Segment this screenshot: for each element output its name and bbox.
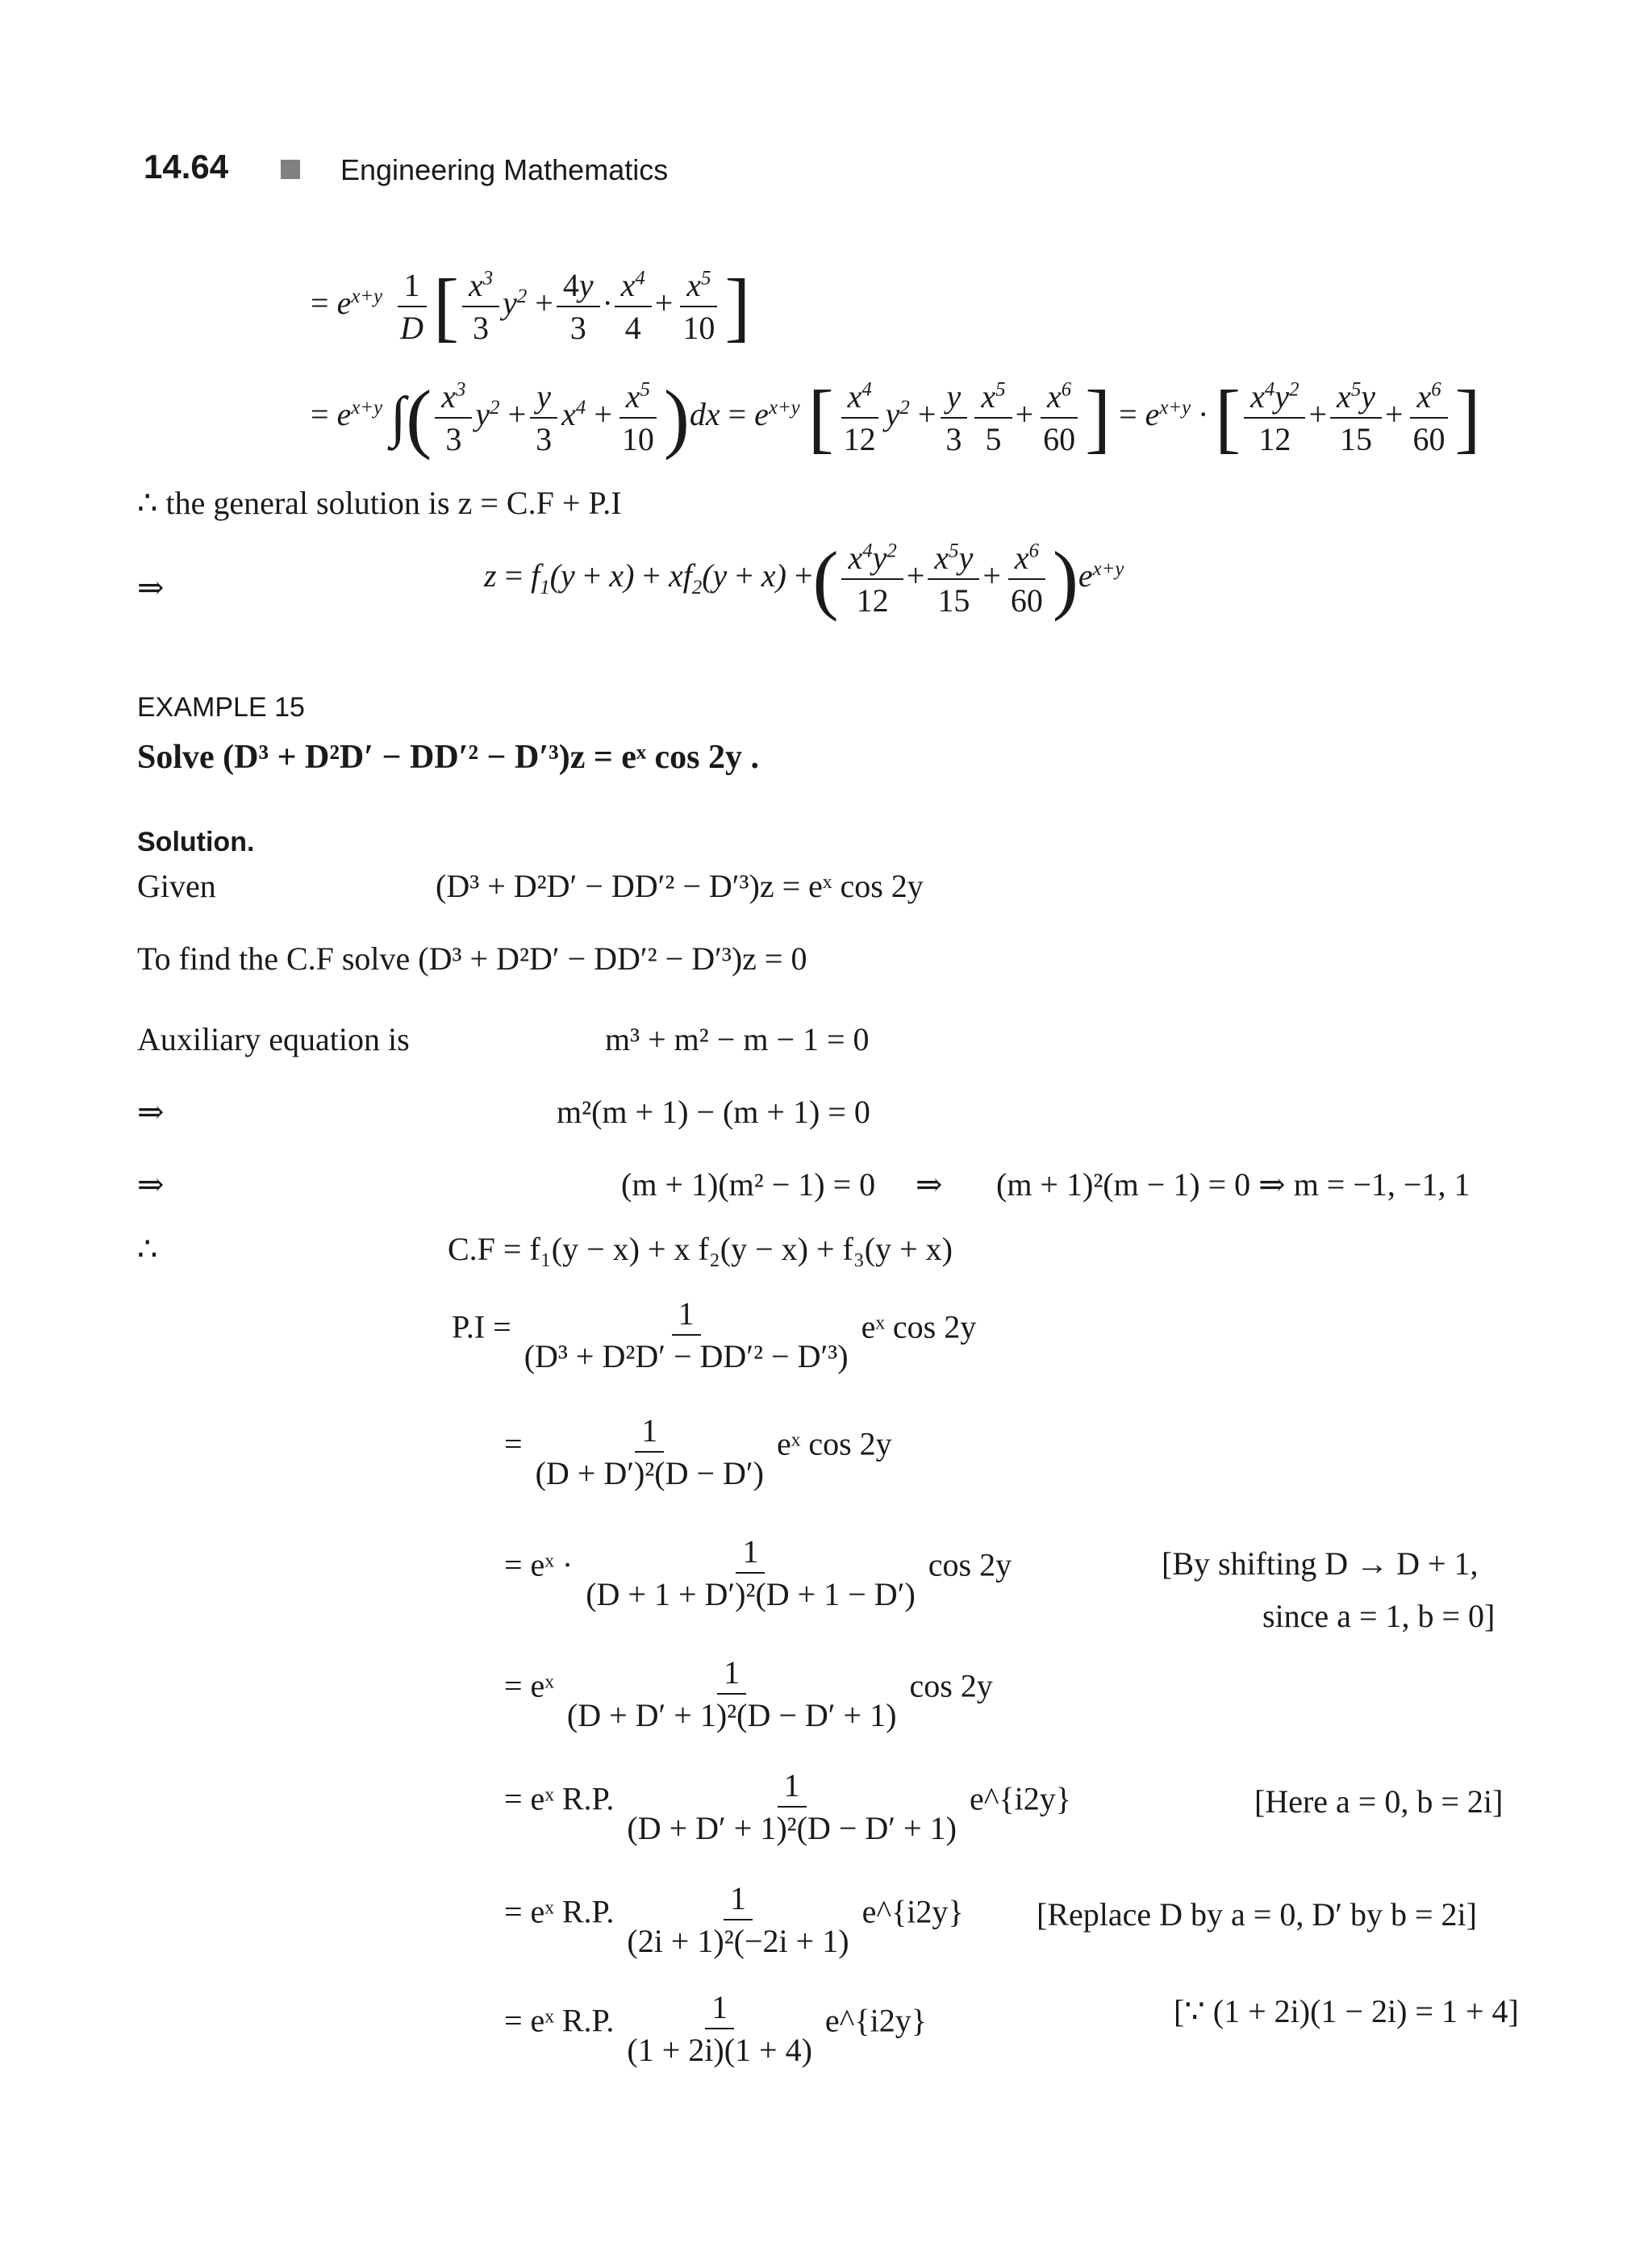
cf-equation: C.F = f₁(y − x) + x f₂(y − x) + f₃(y + x) [448,1231,953,1267]
implies-symbol: ⇒ [916,1166,943,1203]
pi-numerator: 1 [778,1766,807,1808]
pi-note: [Here a = 0, b = 2i] [1254,1783,1504,1820]
pi-row [452,1295,976,1375]
pi-rhs: e^{i2y} [824,2002,927,2039]
pi-numerator: 1 [705,1988,734,2029]
pi-row [504,1653,993,1734]
pi-lhs: = eˣ R.P. [504,1780,615,1817]
pi-denominator: (2i + 1)²(−2i + 1) [627,1923,849,1959]
pi-denominator: (D + 1 + D′)²(D + 1 − D′) [586,1576,916,1612]
page-number: 14.64 [144,148,229,186]
given-equation: (D³ + D²D′ − DD′² − D′³)z = eˣ cos 2y [436,868,924,904]
pi-row [504,1412,892,1492]
general-solution-text: ∴ the general solution is z = C.F + P.I [137,485,622,521]
cf-text: To find the C.F solve (D³ + D²D′ − DD′² − D′³)z = 0 [137,940,807,977]
pi-denominator: (D + D′)²(D − D′) [535,1455,764,1491]
pi-rhs: cos 2y [928,1546,1012,1583]
pi-note-continued: since a = 1, b = 0] [1262,1598,1496,1634]
implies-symbol: ⇒ [137,1094,165,1130]
example-label: EXAMPLE 15 [137,692,305,723]
pi-lhs: = [504,1425,523,1462]
pi-row [504,1879,964,1960]
pi-rhs: e^{i2y} [861,1893,964,1930]
pi-note: [By shifting D → D + 1, [1162,1545,1479,1582]
pi-denominator: (D + D′ + 1)²(D − D′ + 1) [566,1697,897,1733]
step-1: m²(m + 1) − (m + 1) = 0 [557,1094,870,1130]
pi-numerator: 1 [672,1295,701,1336]
pi-numerator: 1 [635,1412,664,1453]
pi-numerator: 1 [736,1532,765,1574]
implies-symbol: ⇒ [137,569,165,606]
book-title: Engineering Mathematics [340,153,669,186]
pi-lhs: = eˣ R.P. [504,2002,615,2039]
solution-label: Solution. [137,827,255,857]
pi-lhs: = eˣ · [504,1546,574,1583]
example-statement: Solve (D³ + D²D′ − DD′² − D′³)z = eˣ cos 2y . [137,739,759,776]
equation-line-1: = $e^{x+y}$ $\frac{1}{D}$ [ $\frac{x^3}{3}$ $y^2$ + $\frac{4y}{3}$ · $\frac{x^4}{4}$ + $\frac{x^5}{10}$ ] [311,263,751,349]
pi-denominator: (D³ + D²D′ − DD′² − D′³) [524,1338,849,1374]
pi-denominator: (1 + 2i)(1 + 4) [627,2032,812,2068]
pi-lhs: = eˣ R.P. [504,1893,615,1930]
general-solution-equation: $z = f_1(y + x) + xf_2(y + x)$ +( $\frac{x^4y^2}{12}$ + $\frac{x^5y}{15}$ + $\frac{x^6}{60}$ )$e^{x+y}$ [484,536,1124,622]
pi-denominator: (D + D′ + 1)²(D − D′ + 1) [627,1810,957,1846]
header-square-icon [281,160,300,179]
pi-row [504,1532,1012,1613]
implies-symbol: ⇒ [137,1166,165,1203]
pi-row [504,1988,927,2069]
pi-lhs: P.I = [452,1308,511,1345]
equation-line-2: = $e^{x+y}$ ∫( $\frac{x^3}{3}$ $y^2$ + $\frac{y}{3}$ $x^4$ + $\frac{x^5}{10}$ )$dx = e^{x+y}$ [ $\frac{x^4}{12}$ $y^2$ + $\frac{y}{3}$ $\frac{x^5}{5}$ + $\frac{x^6}{60}$ ] = $e^{x+y}$ · [ $\frac{x^4y^2}{12}$ + $\frac{x^5y}{15}$ + $\frac{x^6}{60}$ ] [311,374,1481,461]
pi-lhs: = eˣ [504,1667,554,1704]
step-2b: (m + 1)²(m − 1) = 0 ⇒ m = −1, −1, 1 [996,1166,1471,1203]
pi-note: [∵ (1 + 2i)(1 − 2i) = 1 + 4] [1174,1993,1519,2029]
pi-rhs: cos 2y [909,1667,993,1704]
pi-rhs: e^{i2y} [969,1780,1071,1817]
pi-rhs: eˣ cos 2y [777,1425,892,1462]
pi-numerator: 1 [724,1879,753,1920]
aux-equation: m³ + m² − m − 1 = 0 [605,1021,870,1057]
pi-rhs: eˣ cos 2y [861,1308,977,1345]
aux-label: Auxiliary equation is [137,1021,410,1057]
pi-row [504,1766,1071,1847]
pi-numerator: 1 [717,1653,746,1695]
step-2a: (m + 1)(m² − 1) = 0 [621,1166,876,1203]
pi-note: [Replace D by a = 0, D′ by b = 2i] [1037,1896,1477,1933]
therefore-symbol: ∴ [137,1231,158,1267]
given-label: Given [137,868,216,904]
